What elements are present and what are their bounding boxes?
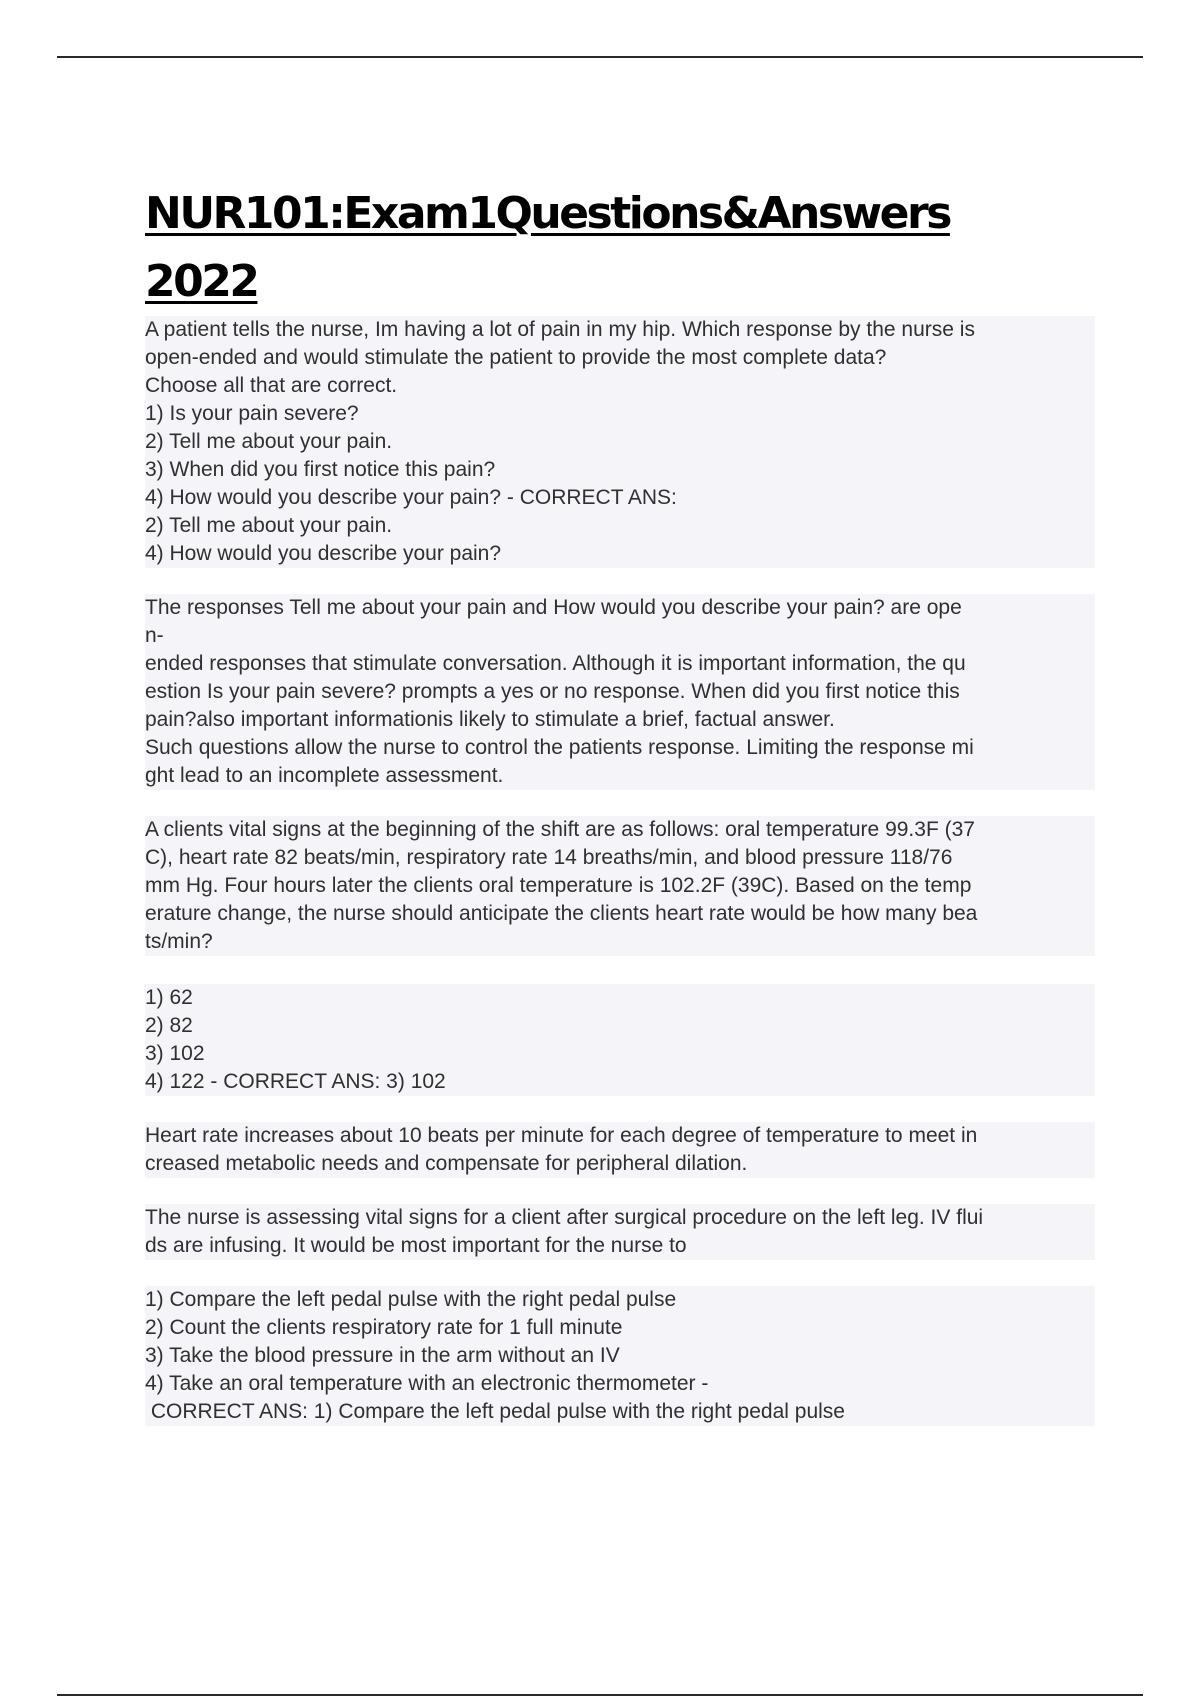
q2-option: 2) 82 <box>145 1014 193 1037</box>
question-3 <box>145 1204 1095 1260</box>
spacer <box>145 1178 1095 1204</box>
r1-line: estion Is your pain severe? prompts a yes or no response. When did you first notice this <box>145 680 960 703</box>
r1-line: Such questions allow the nurse to control the patients response. Limiting the response mi <box>145 736 974 759</box>
q3-option: 2) Count the clients respiratory rate for 1 full minute <box>145 1316 623 1339</box>
q1-line: 3) When did you first notice this pain? <box>145 458 496 481</box>
spacer <box>145 1096 1095 1122</box>
q3-option: 3) Take the blood pressure in the arm without an IV <box>145 1344 620 1367</box>
r2-line: creased metabolic needs and compensate for peripheral dilation. <box>145 1152 748 1175</box>
question-2-options <box>145 984 1095 1096</box>
q1-line: 1) Is your pain severe? <box>145 402 359 425</box>
q1-line: 4) How would you describe your pain? <box>145 542 502 565</box>
spacer <box>145 790 1095 816</box>
title-line-1: NUR101:Exam1Questions&Answers <box>145 188 950 239</box>
question-3-options <box>145 1286 1095 1426</box>
r1-line: pain?also important informationis likely to stimulate a brief, factual answer. <box>145 708 835 731</box>
q1-line: Choose all that are correct. <box>145 374 398 397</box>
question-1 <box>145 316 1095 568</box>
q3-line: ds are infusing. It would be most important for the nurse to <box>145 1234 687 1257</box>
r1-line: n- <box>145 624 164 647</box>
q3-option: CORRECT ANS: 1) Compare the left pedal pulse with the right pedal pulse <box>145 1400 845 1423</box>
document-title <box>145 180 1095 316</box>
q2-line: mm Hg. Four hours later the clients oral temperature is 102.2F (39C). Based on the temp <box>145 874 972 897</box>
r1-line: ght lead to an incomplete assessment. <box>145 764 504 787</box>
q1-line: 4) How would you describe your pain? - CORRECT ANS: <box>145 486 677 509</box>
rationale-1 <box>145 594 1095 790</box>
q2-option: 3) 102 <box>145 1042 205 1065</box>
q1-line: A patient tells the nurse, Im having a lot of pain in my hip. Which response by the nurse is <box>145 318 975 341</box>
r1-line: ended responses that stimulate conversation. Although it is important information, the qu <box>145 652 966 675</box>
q2-line: ts/min? <box>145 930 213 953</box>
r1-line: The responses Tell me about your pain and How would you describe your pain? are ope <box>145 596 962 619</box>
q2-option: 4) 122 - CORRECT ANS: 3) 102 <box>145 1070 446 1093</box>
q2-line: erature change, the nurse should anticipate the clients heart rate would be how many bea <box>145 902 978 925</box>
spacer <box>145 568 1095 594</box>
q1-line: 2) Tell me about your pain. <box>145 514 393 537</box>
question-2 <box>145 816 1095 956</box>
rationale-2 <box>145 1122 1095 1178</box>
top-rule <box>57 56 1143 58</box>
spacer <box>145 1260 1095 1286</box>
q1-line: 2) Tell me about your pain. <box>145 430 393 453</box>
q2-line: C), heart rate 82 beats/min, respiratory rate 14 breaths/min, and blood pressure 118/76 <box>145 846 953 869</box>
title-line-2: 2022 <box>145 256 258 307</box>
q3-option: 1) Compare the left pedal pulse with the right pedal pulse <box>145 1288 677 1311</box>
q2-option: 1) 62 <box>145 986 193 1009</box>
bottom-rule <box>57 1694 1143 1696</box>
q3-option: 4) Take an oral temperature with an electronic thermometer - <box>145 1372 709 1395</box>
document-body <box>145 180 1095 1426</box>
q1-line: open-ended and would stimulate the patient to provide the most complete data? <box>145 346 887 369</box>
q3-line: The nurse is assessing vital signs for a client after surgical procedure on the left leg. IV flui <box>145 1206 984 1229</box>
r2-line: Heart rate increases about 10 beats per minute for each degree of temperature to meet in <box>145 1124 978 1147</box>
q2-line: A clients vital signs at the beginning of the shift are as follows: oral temperature 99.3F (37 <box>145 818 975 841</box>
spacer <box>145 956 1095 984</box>
